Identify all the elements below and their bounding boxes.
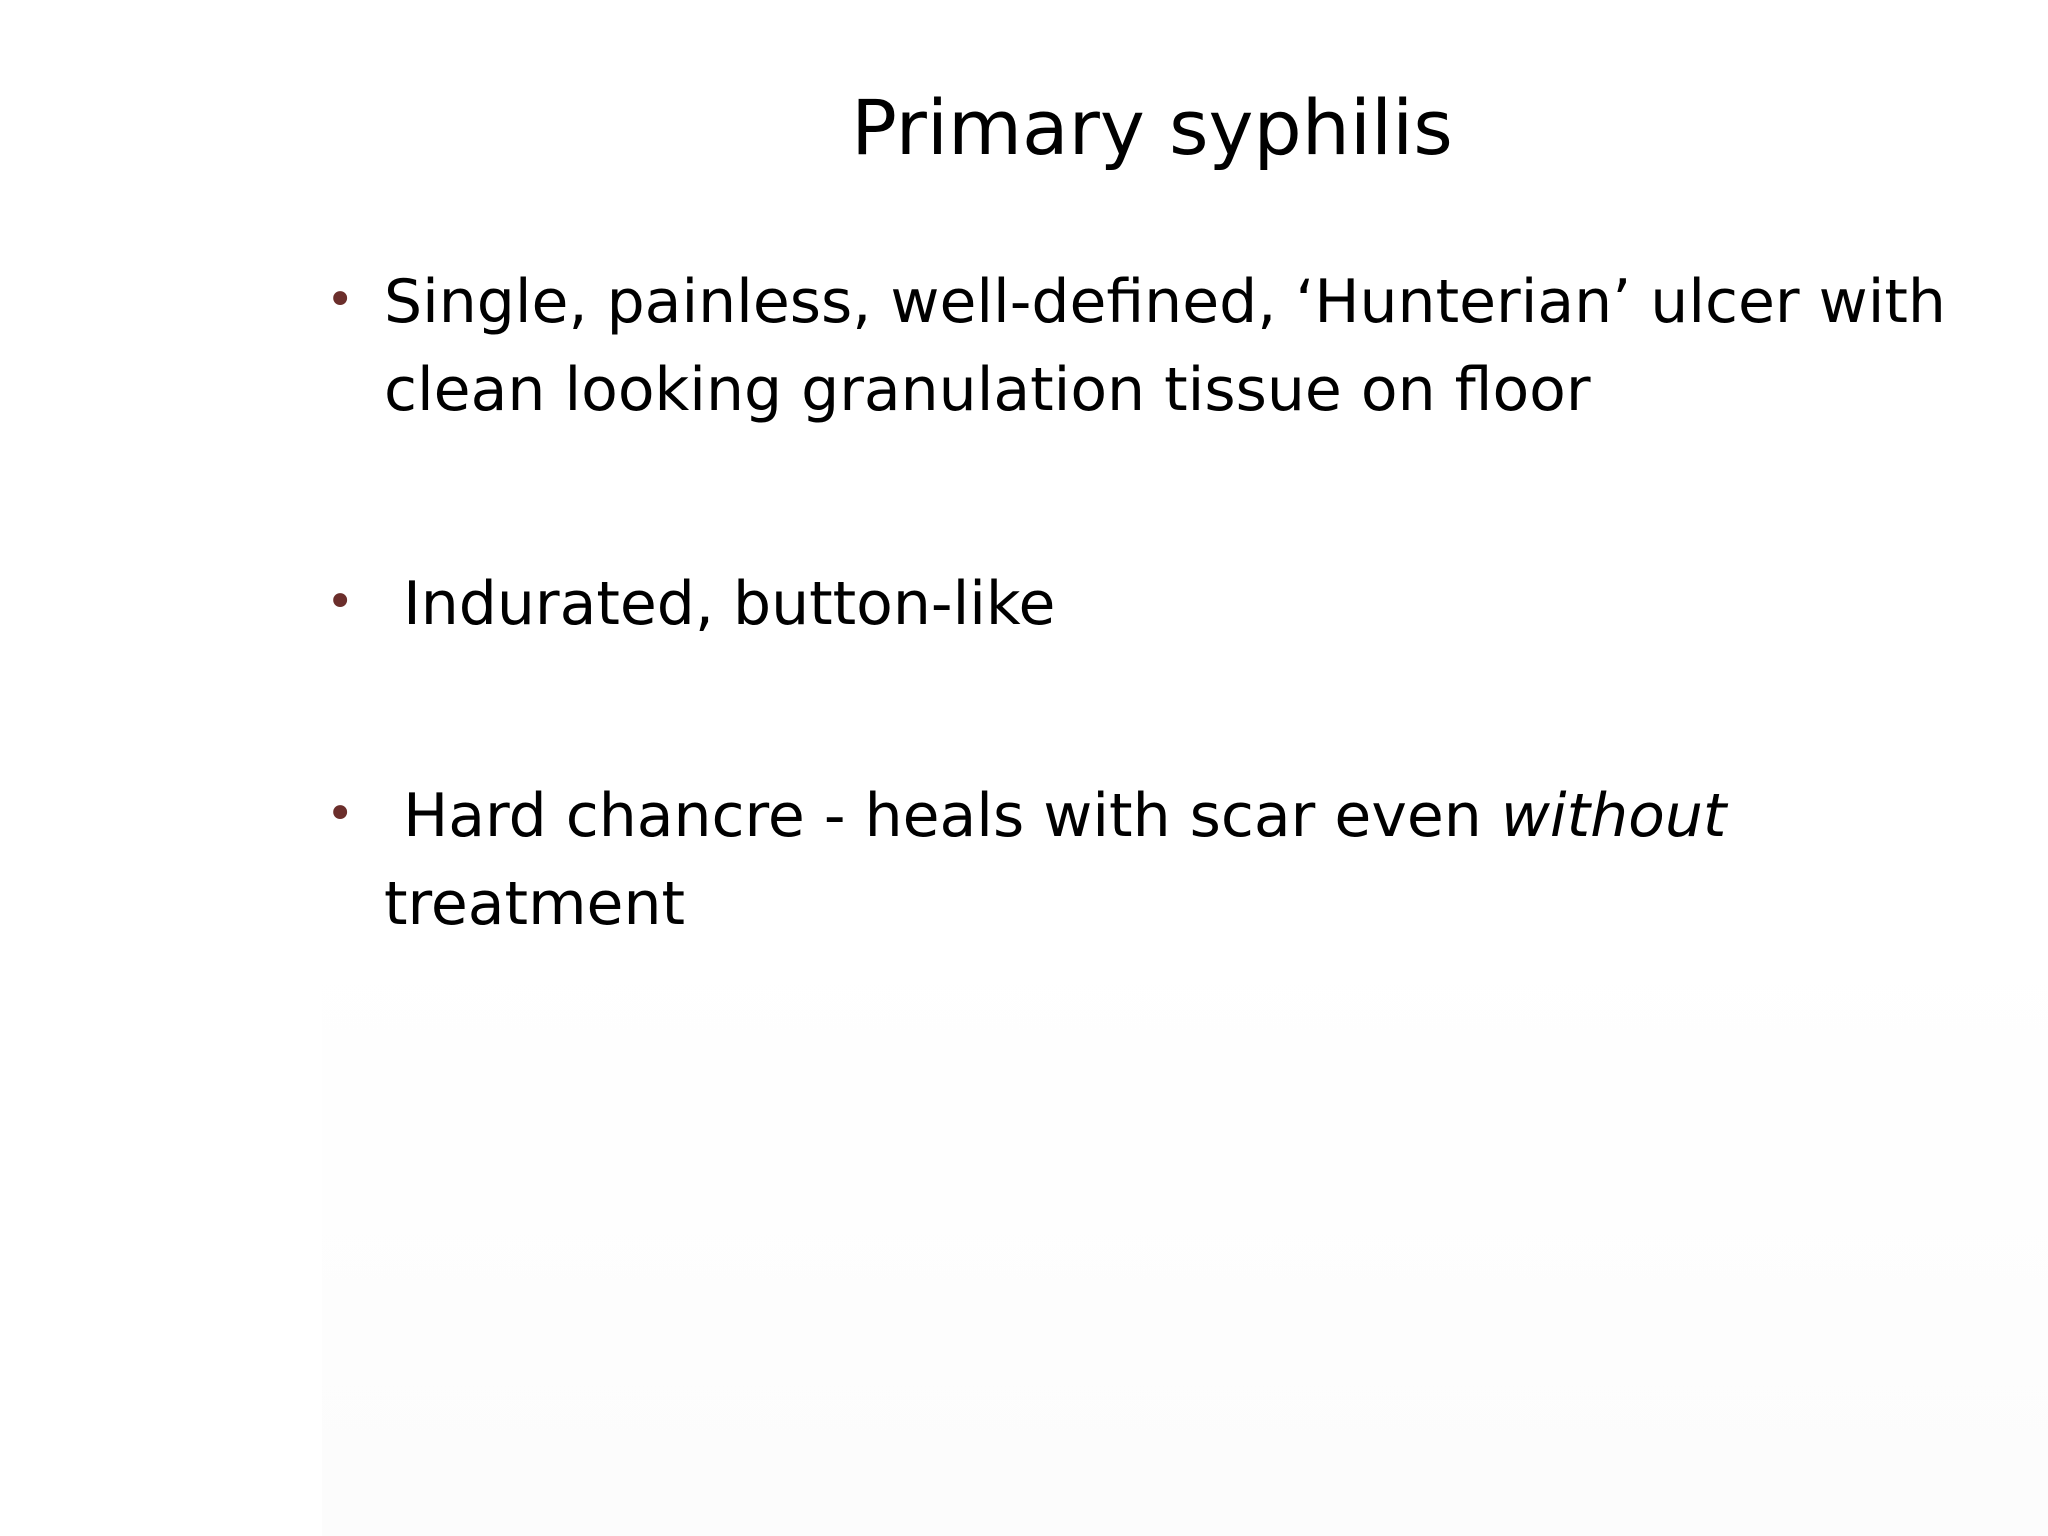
bullet-line: Single, painless, well-defined, ‘Hunterian’ ulcer with <box>384 267 1946 337</box>
bullet-marker: • <box>326 574 355 630</box>
bullet-text <box>384 258 2024 434</box>
bullet-line: Hard chancre - heals with scar even <box>384 781 1501 851</box>
bullet-marker: • <box>326 786 355 842</box>
slide-background-shade <box>322 930 2048 1536</box>
bullet-marker: • <box>326 272 355 328</box>
slide-title: Primary syphilis <box>851 83 1453 172</box>
bullet-line: Indurated, button-like <box>384 569 1056 639</box>
bullet-line: treatment <box>384 869 685 939</box>
bullet-text <box>384 560 2024 648</box>
bullet-line: clean looking granulation tissue on floor <box>384 355 1591 425</box>
bullet-text <box>384 772 2024 948</box>
emphasis-text: without <box>1500 781 1727 851</box>
